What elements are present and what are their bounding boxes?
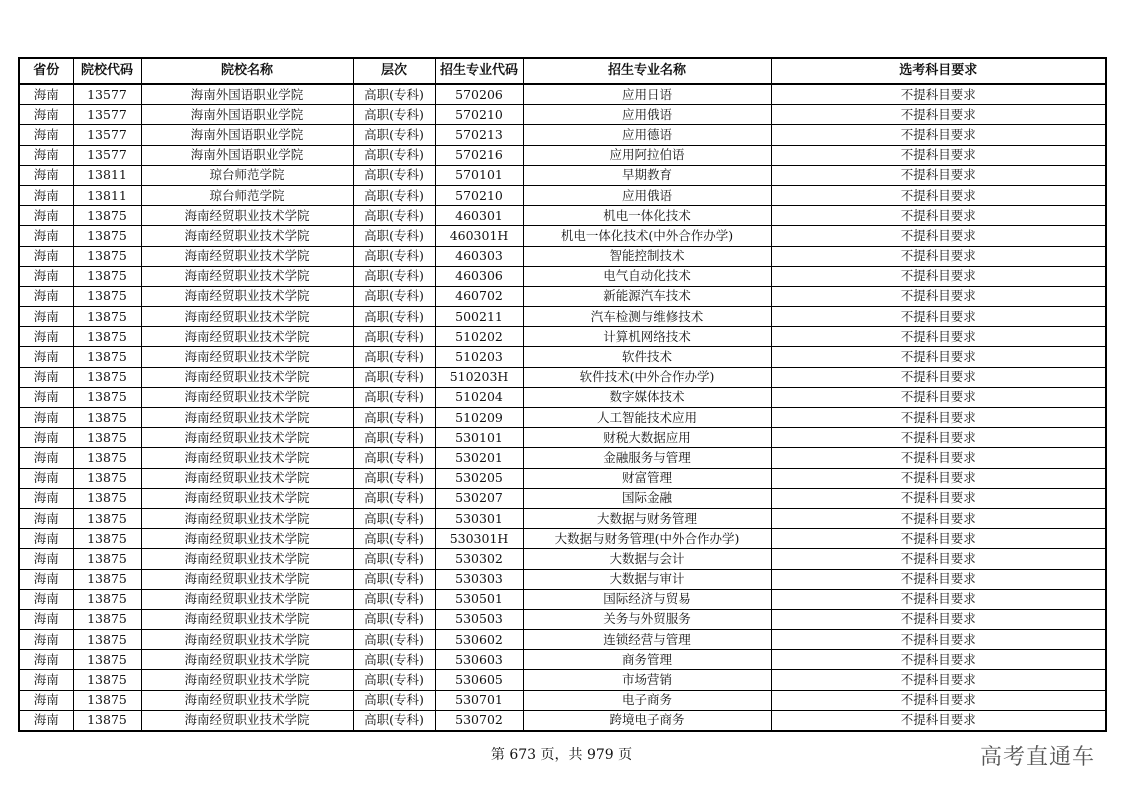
- cell-level: 高职(专科): [353, 84, 435, 105]
- cell-school-name: 海南经贸职业技术学院: [141, 367, 353, 387]
- header-subject-requirement: 选考科目要求: [771, 58, 1106, 84]
- cell-school-name: 海南经贸职业技术学院: [141, 428, 353, 448]
- cell-major-name: 机电一体化技术: [523, 206, 771, 226]
- cell-province: 海南: [19, 145, 73, 165]
- cell-subject-requirement: 不提科目要求: [771, 105, 1106, 125]
- cell-school-code: 13875: [73, 609, 141, 629]
- header-level: 层次: [353, 58, 435, 84]
- cell-school-name: 海南经贸职业技术学院: [141, 508, 353, 528]
- table-row: [19, 710, 1106, 731]
- cell-major-code: 530702: [435, 710, 523, 731]
- cell-school-name: 海南经贸职业技术学院: [141, 226, 353, 246]
- cell-level: 高职(专科): [353, 307, 435, 327]
- cell-major-name: 应用俄语: [523, 105, 771, 125]
- cell-major-code: 460303: [435, 246, 523, 266]
- cell-subject-requirement: 不提科目要求: [771, 367, 1106, 387]
- cell-school-code: 13875: [73, 650, 141, 670]
- table-row: [19, 630, 1106, 650]
- cell-province: 海南: [19, 307, 73, 327]
- cell-province: 海南: [19, 549, 73, 569]
- cell-school-code: 13875: [73, 367, 141, 387]
- cell-school-code: 13875: [73, 428, 141, 448]
- cell-province: 海南: [19, 508, 73, 528]
- cell-major-code: 530201: [435, 448, 523, 468]
- cell-major-code: 570213: [435, 125, 523, 145]
- cell-school-code: 13875: [73, 488, 141, 508]
- cell-level: 高职(专科): [353, 549, 435, 569]
- cell-school-code: 13875: [73, 347, 141, 367]
- table-row: [19, 589, 1106, 609]
- cell-major-code: 530303: [435, 569, 523, 589]
- cell-subject-requirement: 不提科目要求: [771, 549, 1106, 569]
- cell-school-name: 海南经贸职业技术学院: [141, 529, 353, 549]
- cell-major-code: 530301H: [435, 529, 523, 549]
- cell-school-name: 海南经贸职业技术学院: [141, 266, 353, 286]
- cell-level: 高职(专科): [353, 690, 435, 710]
- cell-school-name: 海南外国语职业学院: [141, 84, 353, 105]
- cell-major-code: 510202: [435, 327, 523, 347]
- cell-subject-requirement: 不提科目要求: [771, 630, 1106, 650]
- cell-subject-requirement: 不提科目要求: [771, 448, 1106, 468]
- cell-major-code: 510203H: [435, 367, 523, 387]
- cell-school-name: 琼台师范学院: [141, 185, 353, 205]
- cell-school-code: 13875: [73, 448, 141, 468]
- cell-level: 高职(专科): [353, 670, 435, 690]
- cell-school-name: 海南经贸职业技术学院: [141, 650, 353, 670]
- cell-major-code: 570210: [435, 185, 523, 205]
- cell-subject-requirement: 不提科目要求: [771, 226, 1106, 246]
- table-row: [19, 569, 1106, 589]
- cell-school-name: 海南经贸职业技术学院: [141, 569, 353, 589]
- cell-school-code: 13875: [73, 286, 141, 306]
- cell-level: 高职(专科): [353, 589, 435, 609]
- cell-level: 高职(专科): [353, 226, 435, 246]
- cell-school-code: 13875: [73, 387, 141, 407]
- header-major-code: 招生专业代码: [435, 58, 523, 84]
- table-header-row: [19, 58, 1106, 84]
- cell-major-name: 大数据与审计: [523, 569, 771, 589]
- cell-subject-requirement: 不提科目要求: [771, 428, 1106, 448]
- cell-level: 高职(专科): [353, 448, 435, 468]
- cell-major-code: 530302: [435, 549, 523, 569]
- cell-major-name: 计算机网络技术: [523, 327, 771, 347]
- cell-subject-requirement: 不提科目要求: [771, 569, 1106, 589]
- cell-major-name: 财富管理: [523, 468, 771, 488]
- cell-major-name: 电子商务: [523, 690, 771, 710]
- cell-major-name: 软件技术(中外合作办学): [523, 367, 771, 387]
- table-row: [19, 448, 1106, 468]
- table-row: [19, 246, 1106, 266]
- cell-major-code: 460702: [435, 286, 523, 306]
- cell-major-name: 早期教育: [523, 165, 771, 185]
- cell-school-code: 13875: [73, 307, 141, 327]
- table-body: [19, 84, 1106, 731]
- cell-province: 海南: [19, 690, 73, 710]
- cell-level: 高职(专科): [353, 327, 435, 347]
- cell-school-code: 13875: [73, 589, 141, 609]
- cell-major-name: 应用阿拉伯语: [523, 145, 771, 165]
- table-row: [19, 387, 1106, 407]
- cell-major-code: 570210: [435, 105, 523, 125]
- cell-subject-requirement: 不提科目要求: [771, 307, 1106, 327]
- cell-level: 高职(专科): [353, 408, 435, 428]
- cell-major-name: 大数据与财务管理: [523, 508, 771, 528]
- cell-subject-requirement: 不提科目要求: [771, 84, 1106, 105]
- cell-province: 海南: [19, 286, 73, 306]
- cell-province: 海南: [19, 589, 73, 609]
- cell-province: 海南: [19, 630, 73, 650]
- header-province: 省份: [19, 58, 73, 84]
- cell-major-name: 电气自动化技术: [523, 266, 771, 286]
- table-row: [19, 670, 1106, 690]
- cell-school-name: 海南经贸职业技术学院: [141, 307, 353, 327]
- cell-major-code: 530602: [435, 630, 523, 650]
- table-row: [19, 327, 1106, 347]
- cell-school-code: 13875: [73, 408, 141, 428]
- cell-level: 高职(专科): [353, 266, 435, 286]
- cell-school-code: 13577: [73, 145, 141, 165]
- cell-level: 高职(专科): [353, 488, 435, 508]
- cell-school-name: 海南经贸职业技术学院: [141, 710, 353, 731]
- cell-province: 海南: [19, 206, 73, 226]
- cell-subject-requirement: 不提科目要求: [771, 468, 1106, 488]
- cell-major-name: 软件技术: [523, 347, 771, 367]
- table-row: [19, 408, 1106, 428]
- cell-school-code: 13875: [73, 468, 141, 488]
- header-major-name: 招生专业名称: [523, 58, 771, 84]
- header-school-code: 院校代码: [73, 58, 141, 84]
- cell-school-name: 海南经贸职业技术学院: [141, 609, 353, 629]
- cell-school-code: 13577: [73, 105, 141, 125]
- cell-major-name: 国际金融: [523, 488, 771, 508]
- cell-subject-requirement: 不提科目要求: [771, 327, 1106, 347]
- table-row: [19, 286, 1106, 306]
- cell-major-code: 530701: [435, 690, 523, 710]
- cell-major-name: 应用德语: [523, 125, 771, 145]
- cell-school-name: 海南经贸职业技术学院: [141, 206, 353, 226]
- cell-subject-requirement: 不提科目要求: [771, 609, 1106, 629]
- cell-major-code: 530605: [435, 670, 523, 690]
- cell-major-code: 510203: [435, 347, 523, 367]
- cell-subject-requirement: 不提科目要求: [771, 185, 1106, 205]
- cell-province: 海南: [19, 387, 73, 407]
- cell-subject-requirement: 不提科目要求: [771, 690, 1106, 710]
- cell-school-code: 13811: [73, 165, 141, 185]
- cell-subject-requirement: 不提科目要求: [771, 246, 1106, 266]
- cell-school-code: 13875: [73, 670, 141, 690]
- cell-province: 海南: [19, 367, 73, 387]
- table-row: [19, 549, 1106, 569]
- cell-school-code: 13577: [73, 84, 141, 105]
- table-row: [19, 307, 1106, 327]
- cell-level: 高职(专科): [353, 145, 435, 165]
- cell-level: 高职(专科): [353, 246, 435, 266]
- table-row: [19, 105, 1106, 125]
- cell-level: 高职(专科): [353, 286, 435, 306]
- cell-province: 海南: [19, 468, 73, 488]
- cell-level: 高职(专科): [353, 428, 435, 448]
- cell-subject-requirement: 不提科目要求: [771, 347, 1106, 367]
- cell-major-code: 460301H: [435, 226, 523, 246]
- cell-major-code: 530503: [435, 609, 523, 629]
- cell-major-code: 570101: [435, 165, 523, 185]
- cell-school-code: 13875: [73, 266, 141, 286]
- cell-major-name: 汽车检测与维修技术: [523, 307, 771, 327]
- cell-school-code: 13875: [73, 569, 141, 589]
- table-row: [19, 529, 1106, 549]
- cell-level: 高职(专科): [353, 125, 435, 145]
- cell-level: 高职(专科): [353, 630, 435, 650]
- cell-province: 海南: [19, 710, 73, 731]
- cell-major-name: 大数据与财务管理(中外合作办学): [523, 529, 771, 549]
- cell-school-name: 海南经贸职业技术学院: [141, 468, 353, 488]
- cell-school-name: 琼台师范学院: [141, 165, 353, 185]
- cell-school-code: 13875: [73, 710, 141, 731]
- cell-subject-requirement: 不提科目要求: [771, 650, 1106, 670]
- cell-school-name: 海南经贸职业技术学院: [141, 387, 353, 407]
- cell-school-name: 海南经贸职业技术学院: [141, 246, 353, 266]
- cell-subject-requirement: 不提科目要求: [771, 125, 1106, 145]
- cell-major-code: 570206: [435, 84, 523, 105]
- cell-major-code: 500211: [435, 307, 523, 327]
- cell-province: 海南: [19, 428, 73, 448]
- cell-level: 高职(专科): [353, 569, 435, 589]
- cell-subject-requirement: 不提科目要求: [771, 286, 1106, 306]
- cell-school-name: 海南经贸职业技术学院: [141, 549, 353, 569]
- cell-major-code: 530301: [435, 508, 523, 528]
- table-row: [19, 226, 1106, 246]
- cell-province: 海南: [19, 609, 73, 629]
- header-school-name: 院校名称: [141, 58, 353, 84]
- cell-subject-requirement: 不提科目要求: [771, 206, 1106, 226]
- cell-school-name: 海南经贸职业技术学院: [141, 589, 353, 609]
- page-number-footer: 第 673 页，共 979 页: [490, 747, 633, 763]
- cell-level: 高职(专科): [353, 609, 435, 629]
- cell-level: 高职(专科): [353, 347, 435, 367]
- cell-level: 高职(专科): [353, 105, 435, 125]
- cell-school-code: 13875: [73, 226, 141, 246]
- cell-school-name: 海南经贸职业技术学院: [141, 408, 353, 428]
- table-row: [19, 84, 1106, 105]
- cell-level: 高职(专科): [353, 468, 435, 488]
- cell-province: 海南: [19, 165, 73, 185]
- cell-school-code: 13811: [73, 185, 141, 205]
- cell-level: 高职(专科): [353, 206, 435, 226]
- cell-province: 海南: [19, 408, 73, 428]
- cell-major-name: 机电一体化技术(中外合作办学): [523, 226, 771, 246]
- table-row: [19, 206, 1106, 226]
- cell-major-name: 大数据与会计: [523, 549, 771, 569]
- cell-school-code: 13875: [73, 508, 141, 528]
- cell-major-name: 跨境电子商务: [523, 710, 771, 731]
- cell-major-code: 530101: [435, 428, 523, 448]
- cell-major-code: 530205: [435, 468, 523, 488]
- table-row: [19, 508, 1106, 528]
- cell-major-code: 510209: [435, 408, 523, 428]
- table-row: [19, 125, 1106, 145]
- cell-province: 海南: [19, 185, 73, 205]
- table-row: [19, 367, 1106, 387]
- cell-level: 高职(专科): [353, 508, 435, 528]
- cell-school-name: 海南经贸职业技术学院: [141, 630, 353, 650]
- table-row: [19, 347, 1106, 367]
- cell-province: 海南: [19, 105, 73, 125]
- cell-province: 海南: [19, 529, 73, 549]
- cell-school-code: 13875: [73, 630, 141, 650]
- cell-level: 高职(专科): [353, 650, 435, 670]
- cell-subject-requirement: 不提科目要求: [771, 165, 1106, 185]
- cell-school-name: 海南经贸职业技术学院: [141, 488, 353, 508]
- table-row: [19, 468, 1106, 488]
- cell-major-name: 市场营销: [523, 670, 771, 690]
- cell-province: 海南: [19, 327, 73, 347]
- cell-major-name: 连锁经营与管理: [523, 630, 771, 650]
- cell-school-code: 13875: [73, 690, 141, 710]
- cell-school-name: 海南外国语职业学院: [141, 145, 353, 165]
- cell-province: 海南: [19, 569, 73, 589]
- cell-level: 高职(专科): [353, 367, 435, 387]
- table-row: [19, 650, 1106, 670]
- cell-major-name: 应用俄语: [523, 185, 771, 205]
- cell-province: 海南: [19, 226, 73, 246]
- cell-province: 海南: [19, 670, 73, 690]
- cell-school-code: 13875: [73, 549, 141, 569]
- cell-level: 高职(专科): [353, 165, 435, 185]
- cell-province: 海南: [19, 266, 73, 286]
- cell-province: 海南: [19, 448, 73, 468]
- cell-subject-requirement: 不提科目要求: [771, 589, 1106, 609]
- cell-subject-requirement: 不提科目要求: [771, 408, 1106, 428]
- cell-province: 海南: [19, 125, 73, 145]
- cell-level: 高职(专科): [353, 387, 435, 407]
- cell-province: 海南: [19, 488, 73, 508]
- cell-school-code: 13875: [73, 206, 141, 226]
- cell-subject-requirement: 不提科目要求: [771, 710, 1106, 731]
- cell-major-name: 国际经济与贸易: [523, 589, 771, 609]
- table-row: [19, 488, 1106, 508]
- cell-school-name: 海南经贸职业技术学院: [141, 448, 353, 468]
- cell-major-name: 商务管理: [523, 650, 771, 670]
- table-row: [19, 145, 1106, 165]
- cell-school-name: 海南经贸职业技术学院: [141, 286, 353, 306]
- cell-school-name: 海南经贸职业技术学院: [141, 347, 353, 367]
- cell-province: 海南: [19, 246, 73, 266]
- admission-table: [18, 57, 1107, 732]
- cell-major-name: 财税大数据应用: [523, 428, 771, 448]
- cell-school-name: 海南外国语职业学院: [141, 105, 353, 125]
- cell-level: 高职(专科): [353, 529, 435, 549]
- cell-major-name: 新能源汽车技术: [523, 286, 771, 306]
- cell-school-name: 海南经贸职业技术学院: [141, 690, 353, 710]
- table-row: [19, 185, 1106, 205]
- cell-major-name: 金融服务与管理: [523, 448, 771, 468]
- cell-school-code: 13875: [73, 529, 141, 549]
- cell-province: 海南: [19, 650, 73, 670]
- cell-major-code: 530501: [435, 589, 523, 609]
- table-row: [19, 609, 1106, 629]
- cell-school-name: 海南经贸职业技术学院: [141, 670, 353, 690]
- cell-subject-requirement: 不提科目要求: [771, 266, 1106, 286]
- cell-subject-requirement: 不提科目要求: [771, 488, 1106, 508]
- cell-major-code: 510204: [435, 387, 523, 407]
- cell-school-name: 海南经贸职业技术学院: [141, 327, 353, 347]
- cell-school-code: 13875: [73, 327, 141, 347]
- cell-major-name: 应用日语: [523, 84, 771, 105]
- cell-major-code: 530603: [435, 650, 523, 670]
- cell-level: 高职(专科): [353, 710, 435, 731]
- cell-school-code: 13577: [73, 125, 141, 145]
- cell-major-name: 数字媒体技术: [523, 387, 771, 407]
- table-row: [19, 690, 1106, 710]
- cell-province: 海南: [19, 347, 73, 367]
- cell-major-code: 460306: [435, 266, 523, 286]
- cell-major-code: 570216: [435, 145, 523, 165]
- cell-school-code: 13875: [73, 246, 141, 266]
- cell-province: 海南: [19, 84, 73, 105]
- cell-subject-requirement: 不提科目要求: [771, 670, 1106, 690]
- table-row: [19, 266, 1106, 286]
- cell-subject-requirement: 不提科目要求: [771, 387, 1106, 407]
- table-row: [19, 428, 1106, 448]
- cell-level: 高职(专科): [353, 185, 435, 205]
- cell-school-name: 海南外国语职业学院: [141, 125, 353, 145]
- cell-major-name: 人工智能技术应用: [523, 408, 771, 428]
- cell-subject-requirement: 不提科目要求: [771, 145, 1106, 165]
- cell-major-name: 智能控制技术: [523, 246, 771, 266]
- cell-major-code: 530207: [435, 488, 523, 508]
- cell-major-code: 460301: [435, 206, 523, 226]
- cell-subject-requirement: 不提科目要求: [771, 529, 1106, 549]
- cell-major-name: 关务与外贸服务: [523, 609, 771, 629]
- table-row: [19, 165, 1106, 185]
- watermark-logo-text: 高考直通车: [979, 745, 1095, 770]
- cell-subject-requirement: 不提科目要求: [771, 508, 1106, 528]
